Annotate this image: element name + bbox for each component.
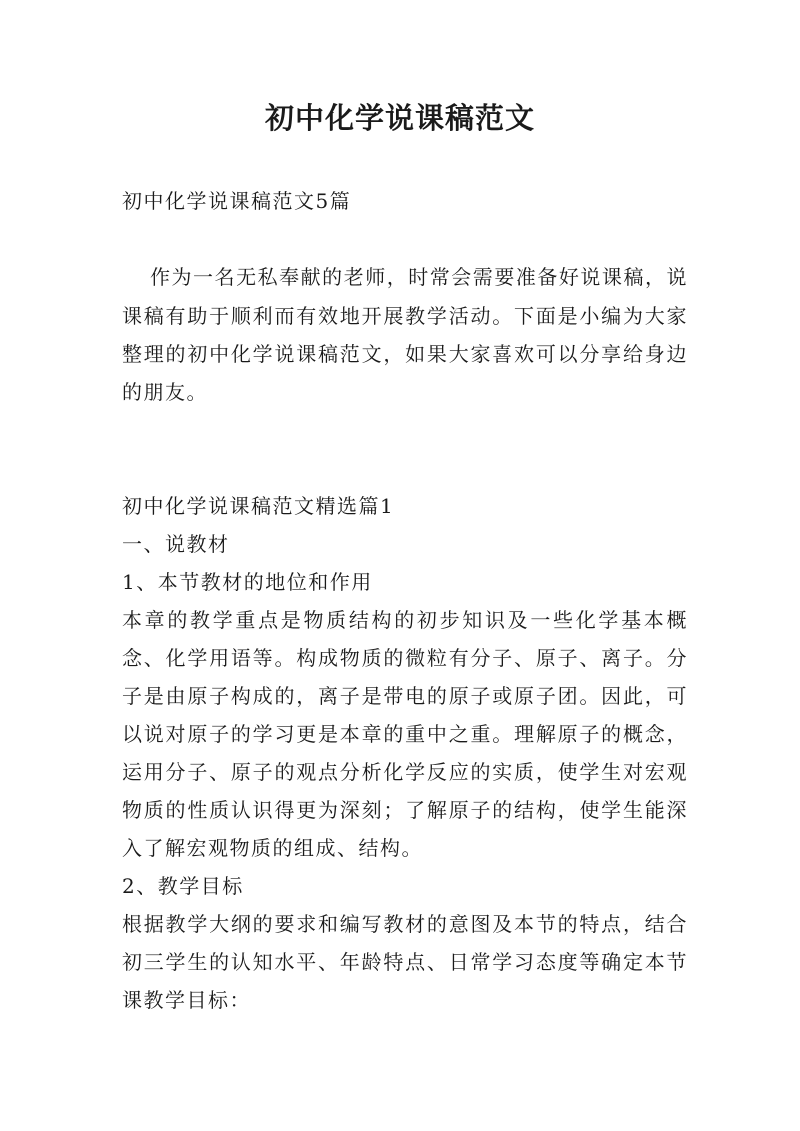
- paragraph-line: 课教学目标：: [122, 988, 251, 1012]
- intro-line: 作为一名无私奉献的老师，时常会需要准备好说课稿，说: [150, 265, 688, 289]
- intro-line: 课稿有助于顺利而有效地开展教学活动。下面是小编为大家: [122, 304, 688, 328]
- paragraph-line: 本章的教学重点是物质结构的初步知识及一些化学基本概: [122, 608, 688, 632]
- heading-level-2: 2、教学目标: [122, 874, 244, 898]
- paragraph-line: 以说对原子的学习更是本章的重中之重。理解原子的概念，: [122, 722, 688, 746]
- paragraph-line: 初三学生的认知水平、年龄特点、日常学习态度等确定本节: [122, 950, 688, 974]
- paragraph-line: 入了解宏观物质的组成、结构。: [122, 836, 423, 860]
- intro-line: 整理的初中化学说课稿范文，如果大家喜欢可以分享给身边: [122, 342, 688, 366]
- paragraph-line: 根据教学大纲的要求和编写教材的意图及本节的特点，结合: [122, 912, 688, 936]
- document-title: 初中化学说课稿范文: [264, 101, 535, 135]
- section-heading: 初中化学说课稿范文精选篇1: [122, 494, 395, 518]
- paragraph-line: 物质的性质认识得更为深刻；了解原子的结构，使学生能深: [122, 798, 688, 822]
- paragraph-line: 运用分子、原子的观点分析化学反应的实质，使学生对宏观: [122, 760, 688, 784]
- document-subtitle: 初中化学说课稿范文5篇: [122, 189, 352, 213]
- heading-level-2: 1、本节教材的地位和作用: [122, 570, 373, 594]
- intro-line: 的朋友。: [122, 380, 208, 404]
- heading-level-1: 一、说教材: [122, 532, 230, 556]
- paragraph-line: 子是由原子构成的，离子是带电的原子或原子团。因此，可: [122, 684, 688, 708]
- paragraph-line: 念、化学用语等。构成物质的微粒有分子、原子、离子。分: [122, 646, 688, 670]
